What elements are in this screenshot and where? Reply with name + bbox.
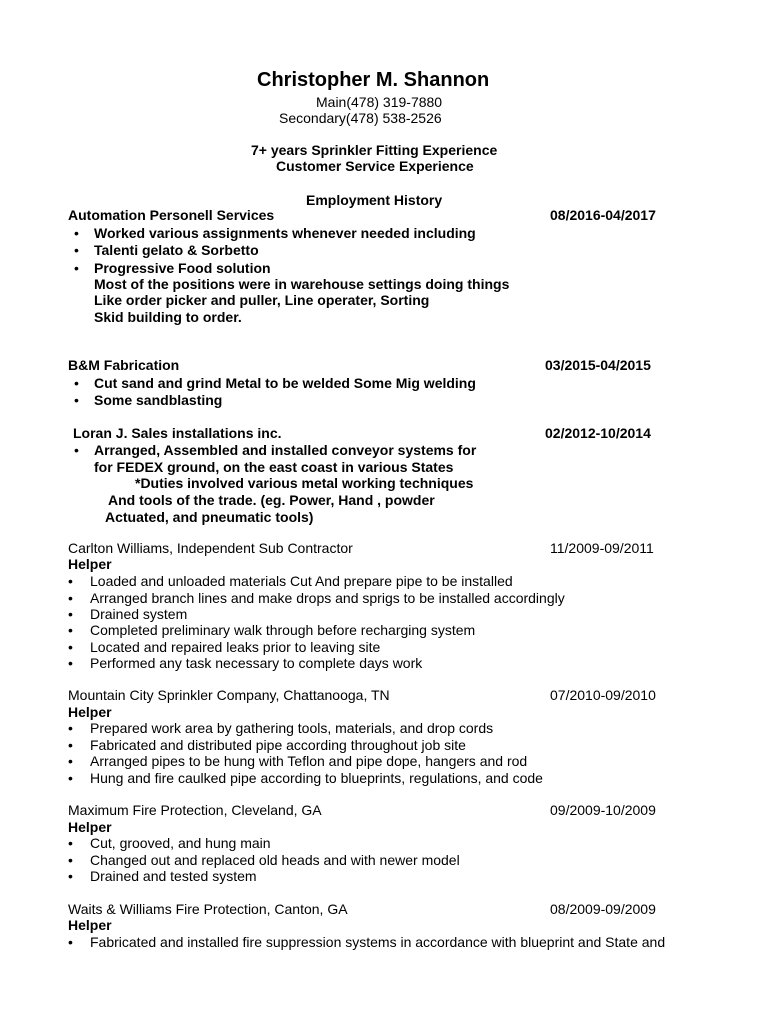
text-line: for FEDEX ground, on the east coast in various States xyxy=(94,459,454,475)
text-line: *Duties involved various metal working techniques xyxy=(135,475,474,491)
list-item: Drained and tested system xyxy=(90,868,257,884)
bullet-glyph: • xyxy=(68,737,73,753)
job-role: Helper xyxy=(68,556,112,572)
phone-secondary: Secondary(478) 538-2526 xyxy=(279,110,442,126)
list-item: Changed out and replaced old heads and with newer model xyxy=(90,852,460,868)
list-item: Talenti gelato & Sorbetto xyxy=(94,242,259,258)
list-item: Worked various assignments whenever needed including xyxy=(94,225,476,241)
bullet-glyph: • xyxy=(68,720,73,736)
list-item: Arranged branch lines and make drops and sprigs to be installed accordingly xyxy=(90,590,565,606)
summary-line-1: 7+ years Sprinkler Fitting Experience xyxy=(251,142,498,158)
bullet-glyph: • xyxy=(68,622,73,638)
list-item: Cut, grooved, and hung main xyxy=(90,835,271,851)
list-item: Cut sand and grind Metal to be welded Some Mig welding xyxy=(94,375,476,391)
list-item: Loaded and unloaded materials Cut And prepare pipe to be installed xyxy=(90,573,513,589)
job-role: Helper xyxy=(68,917,112,933)
job-dates: 08/2016-04/2017 xyxy=(550,207,656,223)
text-line: Actuated, and pneumatic tools) xyxy=(105,509,314,525)
bullet-glyph: • xyxy=(74,442,79,458)
list-item: Completed preliminary walk through before recharging system xyxy=(90,622,476,638)
list-item: Drained system xyxy=(90,606,188,622)
job-role: Helper xyxy=(68,819,112,835)
list-item: Fabricated and installed fire suppression systems in accordance with blueprint and State and xyxy=(90,934,666,950)
job-dates: 02/2012-10/2014 xyxy=(545,425,651,441)
text-line: Most of the positions were in warehouse settings doing things xyxy=(94,276,510,292)
list-item: Performed any task necessary to complete days work xyxy=(90,655,423,671)
bullet-glyph: • xyxy=(68,606,73,622)
list-item: Arranged pipes to be hung with Teflon and pipe dope, hangers and rod xyxy=(90,753,528,769)
list-item: Located and repaired leaks prior to leaving site xyxy=(90,639,381,655)
bullet-glyph: • xyxy=(68,835,73,851)
bullet-glyph: • xyxy=(74,375,79,391)
bullet-glyph: • xyxy=(68,852,73,868)
list-item: Prepared work area by gathering tools, materials, and drop cords xyxy=(90,720,494,736)
summary-line-2: Customer Service Experience xyxy=(276,158,474,174)
bullet-glyph: • xyxy=(68,753,73,769)
bullet-glyph: • xyxy=(68,573,73,589)
list-item: Some sandblasting xyxy=(94,392,223,408)
phone-main: Main(478) 319-7880 xyxy=(316,94,443,110)
job-dates: 07/2010-09/2010 xyxy=(550,687,656,703)
list-item: Fabricated and distributed pipe according throughout job site xyxy=(90,737,466,753)
bullet-glyph: • xyxy=(74,260,79,276)
job-employer: Mountain City Sprinkler Company, Chattanooga, TN xyxy=(68,687,390,703)
bullet-glyph: • xyxy=(74,392,79,408)
text-line: Skid building to order. xyxy=(94,309,242,325)
bullet-glyph: • xyxy=(74,225,79,241)
bullet-glyph: • xyxy=(68,934,73,950)
job-employer: Automation Personell Services xyxy=(68,207,275,223)
resume-name: Christopher M. Shannon xyxy=(257,69,490,91)
bullet-glyph: • xyxy=(68,770,73,786)
list-item: Arranged, Assembled and installed conveyor systems for xyxy=(94,442,477,458)
job-employer: Loran J. Sales installations inc. xyxy=(73,425,282,441)
list-item: Hung and fire caulked pipe according to blueprints, regulations, and code xyxy=(90,770,543,786)
text-line: Like order picker and puller, Line operater, Sorting xyxy=(94,292,430,308)
bullet-glyph: • xyxy=(68,590,73,606)
job-employer: Carlton Williams, Independent Sub Contractor xyxy=(68,540,353,556)
job-employer: B&M Fabrication xyxy=(68,357,180,373)
job-employer: Maximum Fire Protection, Cleveland, GA xyxy=(68,802,322,818)
bullet-glyph: • xyxy=(68,655,73,671)
bullet-glyph: • xyxy=(68,868,73,884)
job-dates: 08/2009-09/2009 xyxy=(550,901,656,917)
section-title: Employment History xyxy=(306,192,443,208)
job-role: Helper xyxy=(68,704,112,720)
job-dates: 11/2009-09/2011 xyxy=(550,540,654,556)
text-line: And tools of the trade. (eg. Power, Hand , powder xyxy=(108,492,435,508)
list-item: Progressive Food solution xyxy=(94,260,271,276)
bullet-glyph: • xyxy=(68,639,73,655)
job-dates: 09/2009-10/2009 xyxy=(550,802,656,818)
job-dates: 03/2015-04/2015 xyxy=(545,357,651,373)
bullet-glyph: • xyxy=(74,242,79,258)
job-employer: Waits & Williams Fire Protection, Canton, GA xyxy=(68,901,348,917)
